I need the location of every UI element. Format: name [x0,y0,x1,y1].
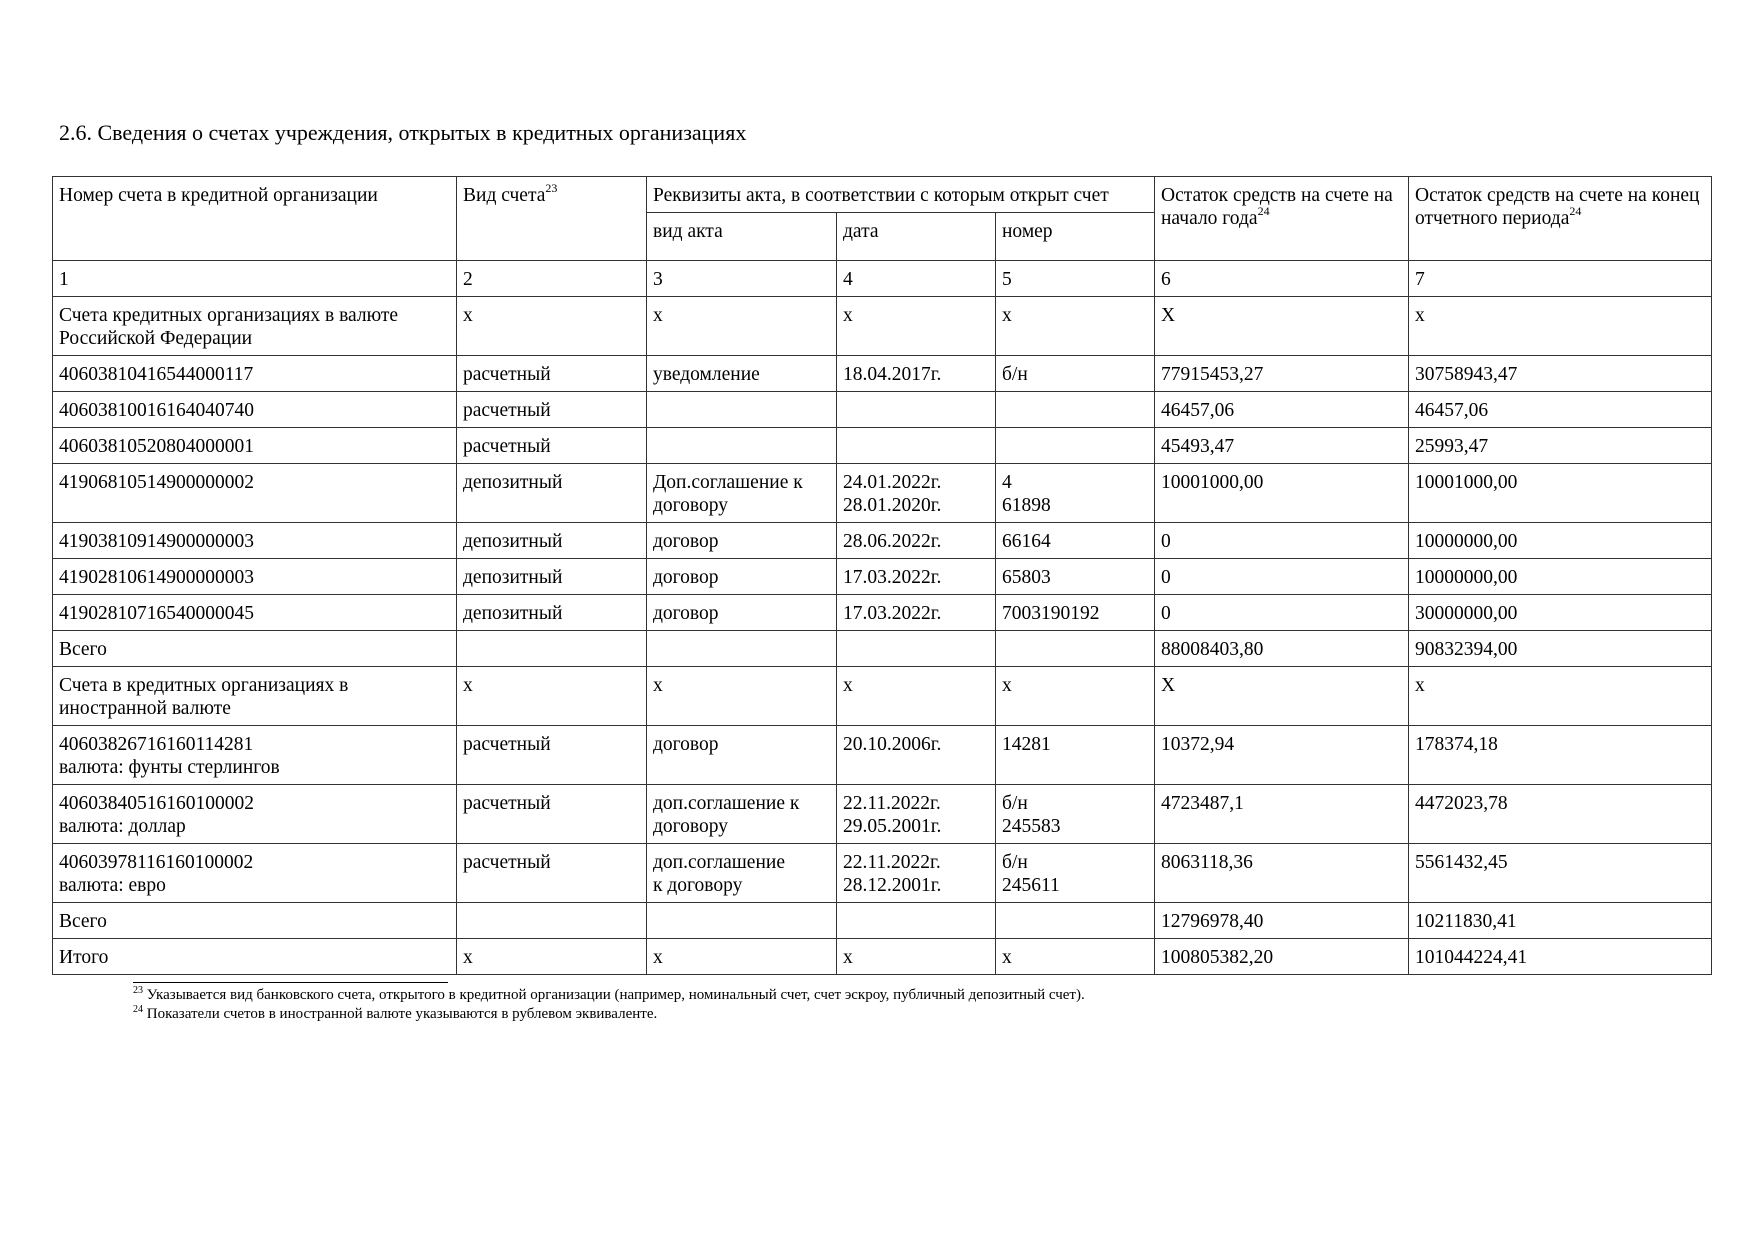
table-cell: 24.01.2022г. 28.01.2020г. [837,464,996,523]
table-cell: 4723487,1 [1155,785,1409,844]
table-cell: 18.04.2017г. [837,356,996,392]
table-cell [996,903,1155,939]
table-cell: 4 61898 [996,464,1155,523]
col-number: 2 [457,261,647,297]
footnote-23: $^{23}$ Указывается вид банковского счета, открытого в кредитной организации (например, номинальный счет, счет эскроу, публичный депозитный счет). [133,985,1085,1003]
table-cell: Всего [53,903,457,939]
footnote-separator [133,982,448,983]
col-number: 5 [996,261,1155,297]
table-cell: доп.соглашение к договору [647,844,837,903]
table-cell: х [647,297,837,356]
table-row [53,559,1712,595]
table-cell [996,392,1155,428]
table-cell: 40603810416544000117 [53,356,457,392]
table-cell: 30000000,00 [1409,595,1712,631]
table-cell [837,428,996,464]
table-cell: 30758943,47 [1409,356,1712,392]
table-cell: б/н 245611 [996,844,1155,903]
header-account-number: Номер счета в кредитной организации [53,177,457,261]
footnote-ref-24: 24 [1569,204,1582,218]
table-cell: 10000000,00 [1409,523,1712,559]
table-cell: 25993,47 [1409,428,1712,464]
table-cell: расчетный [457,428,647,464]
table-cell: 100805382,20 [1155,939,1409,975]
footnotes [133,986,1085,1024]
table-cell: 90832394,00 [1409,631,1712,667]
table-cell [837,392,996,428]
table-cell: уведомление [647,356,837,392]
table-cell: Х [1155,297,1409,356]
table-cell: 45493,47 [1155,428,1409,464]
col-number: 6 [1155,261,1409,297]
table-cell: доп.соглашение к договору [647,785,837,844]
table-cell: 178374,18 [1409,726,1712,785]
table-cell: 12796978,40 [1155,903,1409,939]
table-row [53,297,1712,356]
table-cell [996,428,1155,464]
table-cell: 65803 [996,559,1155,595]
table-cell: депозитный [457,523,647,559]
table-cell: депозитный [457,464,647,523]
table-cell: Х [1155,667,1409,726]
table-cell [837,631,996,667]
col-number: 3 [647,261,837,297]
table-cell [647,903,837,939]
header-act-date: дата [837,213,996,261]
table-row [53,464,1712,523]
table-cell: 66164 [996,523,1155,559]
table-cell: 0 [1155,559,1409,595]
header-balance-start: Остаток средств на счете на начало года$^{24}$ [1155,177,1409,261]
table-cell [647,428,837,464]
table-cell: х [457,297,647,356]
table-cell: 41906810514900000002 [53,464,457,523]
footnote-ref-24: 24 [1257,204,1270,218]
table-row [53,726,1712,785]
table-cell: 14281 [996,726,1155,785]
table-cell: х [996,667,1155,726]
table-cell: х [996,297,1155,356]
table-row [53,356,1712,392]
table-row [53,595,1712,631]
column-numbers-row [53,261,1712,297]
table-cell: Счета кредитных организациях в валюте Российской Федерации [53,297,457,356]
table-row [53,667,1712,726]
table-cell: х [837,667,996,726]
table-cell: депозитный [457,559,647,595]
table-cell: х [996,939,1155,975]
table-cell: расчетный [457,726,647,785]
table-cell [457,903,647,939]
table-cell: Итого [53,939,457,975]
table-cell: 8063118,36 [1155,844,1409,903]
header-row [53,177,1712,213]
section-title: 2.6. Сведения о счетах учреждения, открытых в кредитных организациях [59,120,747,145]
header-act-kind: вид акта [647,213,837,261]
table-cell: договор [647,523,837,559]
table-cell: расчетный [457,356,647,392]
footnote-24: $^{24}$ Показатели счетов в иностранной валюте указываются в рублевом эквиваленте. [133,1004,658,1022]
table-cell: расчетный [457,785,647,844]
table-cell: договор [647,559,837,595]
table-cell: 40603810520804000001 [53,428,457,464]
table-cell: 46457,06 [1409,392,1712,428]
table-cell: 88008403,80 [1155,631,1409,667]
table-cell: 7003190192 [996,595,1155,631]
table-cell: расчетный [457,844,647,903]
table-cell: 22.11.2022г. 28.12.2001г. [837,844,996,903]
header-account-type: Вид счета$^{23}$ [457,177,647,261]
table-cell: Счета в кредитных организациях в иностранной валюте [53,667,457,726]
table-cell: 17.03.2022г. [837,595,996,631]
table-cell: 41902810716540000045 [53,595,457,631]
table-cell: б/н 245583 [996,785,1155,844]
table-cell: 10000000,00 [1409,559,1712,595]
table-cell: 22.11.2022г. 29.05.2001г. [837,785,996,844]
header-act-details: Реквизиты акта, в соответствии с которым открыт счет [647,177,1155,213]
table-row [53,844,1712,903]
table-cell: 17.03.2022г. [837,559,996,595]
table-cell: 28.06.2022г. [837,523,996,559]
table-cell: 10001000,00 [1155,464,1409,523]
table-cell: 46457,06 [1155,392,1409,428]
table-cell [837,903,996,939]
table-cell: х [837,939,996,975]
footnote-ref-23: 23 [545,181,558,195]
table-cell: 40603810016164040740 [53,392,457,428]
table-row [53,939,1712,975]
table-cell: х [647,939,837,975]
table-cell: 10211830,41 [1409,903,1712,939]
table-cell: 10001000,00 [1409,464,1712,523]
header-act-number: номер [996,213,1155,261]
table-row [53,523,1712,559]
table-cell: х [457,667,647,726]
table-row [53,785,1712,844]
table-cell: 20.10.2006г. [837,726,996,785]
table-row [53,631,1712,667]
table-cell: х [837,297,996,356]
table-cell: 0 [1155,595,1409,631]
table-cell: 41903810914900000003 [53,523,457,559]
table-row [53,392,1712,428]
table-cell: 40603978116160100002 валюта: евро [53,844,457,903]
col-number: 4 [837,261,996,297]
table-cell: х [1409,297,1712,356]
table-cell: б/н [996,356,1155,392]
table-cell [996,631,1155,667]
table-cell: 101044224,41 [1409,939,1712,975]
col-number: 1 [53,261,457,297]
table-cell: 5561432,45 [1409,844,1712,903]
table-cell: договор [647,726,837,785]
accounts-table [52,176,1712,975]
table-cell: договор [647,595,837,631]
table-row [53,903,1712,939]
table-cell: Доп.соглашение к договору [647,464,837,523]
table-cell: 40603826716160114281 валюта: фунты стерлингов [53,726,457,785]
table-cell [647,392,837,428]
table-cell: 4472023,78 [1409,785,1712,844]
table-cell: х [457,939,647,975]
table-cell: 10372,94 [1155,726,1409,785]
table-cell: х [647,667,837,726]
header-balance-end: Остаток средств на счете на конец отчетного периода$^{24}$ [1409,177,1712,261]
table-cell: 41902810614900000003 [53,559,457,595]
table-row [53,428,1712,464]
col-number: 7 [1409,261,1712,297]
table-cell [457,631,647,667]
table-cell: 40603840516160100002 валюта: доллар [53,785,457,844]
table-cell: 77915453,27 [1155,356,1409,392]
table-cell: Всего [53,631,457,667]
table-cell: депозитный [457,595,647,631]
table-cell: 0 [1155,523,1409,559]
table-cell: х [1409,667,1712,726]
table-cell: расчетный [457,392,647,428]
table-cell [647,631,837,667]
